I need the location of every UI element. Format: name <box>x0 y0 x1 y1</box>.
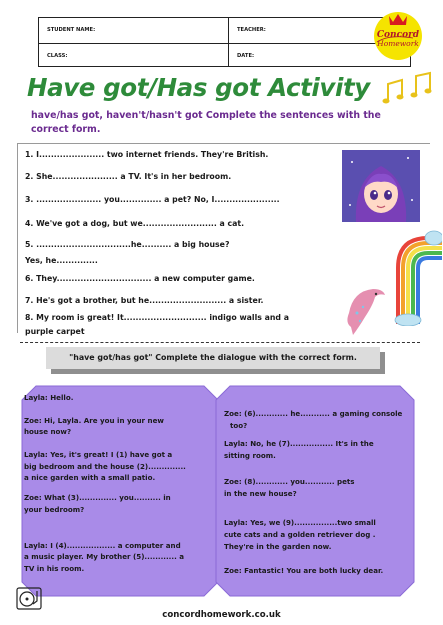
question-5-answer: Yes, he.............. <box>25 256 98 265</box>
question-8: 8. My room is great! It............................ indigo walls and a <box>25 313 289 322</box>
record-player-icon <box>16 585 42 611</box>
dialogue-left-line-8: your bedroom? <box>24 505 85 514</box>
question-1: 1. I...................... two internet friends. They're British. <box>25 150 269 159</box>
dialogue-left-line-2: Zoe: Hi, Layla. Are you in your new <box>24 416 164 425</box>
dialogue-left-line-6: a nice garden with a small patio. <box>24 473 156 482</box>
dialogue-right-line-10: Zoe: Fantastic! You are both lucky dear. <box>224 566 384 575</box>
page-title: Have got/Has got Activity <box>27 73 370 102</box>
student-name-field[interactable]: STUDENT NAME: <box>47 27 96 33</box>
dialogue-left-line-3: house now? <box>24 427 72 436</box>
question-2: 2. She...................... a TV. It's in her bedroom. <box>25 172 232 181</box>
dialogue-left-line-5: big bedroom and the house (2).............. <box>24 462 186 471</box>
teacher-field[interactable]: TEACHER: <box>228 18 410 43</box>
dialogue-area <box>16 382 420 600</box>
dialogue-left-line-10: a music player. My brother (5)............ a <box>24 552 185 561</box>
question-8-continued: purple carpet <box>25 327 85 336</box>
dialogue-right-line-5: Zoe: (8)............ you........... pets <box>224 477 355 486</box>
question-3: 3. ...................... you.............. a pet? No, I...................... <box>25 195 280 204</box>
instruction-text: have/has got, haven't/hasn't got Complete the sentences with the correct form. <box>31 110 381 135</box>
question-5: 5. ................................he.......... a big house? <box>25 240 230 249</box>
question-4: 4. We've got a dog, but we......................... a cat. <box>25 219 245 228</box>
student-info-table <box>38 17 411 67</box>
dialogue-right-line-7: Layla: Yes, we (9)................two small <box>224 518 376 527</box>
class-field[interactable]: CLASS: <box>47 52 68 59</box>
rainbow-illustration <box>388 228 442 326</box>
dialogue-left-line-4: Layla: Yes, it's great! I (1) have got a <box>24 450 173 459</box>
exercise-2-banner: "have got/has got" Complete the dialogue with the correct form. <box>46 347 380 369</box>
logo-text-1: Concord <box>376 30 420 40</box>
dialogue-left-line-11: TV in his room. <box>24 564 85 573</box>
section-divider <box>20 342 420 343</box>
dialogue-right-line-2: too? <box>230 421 248 430</box>
footer-website[interactable]: concordhomework.co.uk <box>162 610 281 620</box>
dialogue-right-line-3: Layla: No, he (7)................ It's in the <box>224 439 374 448</box>
dialogue-right-line-1: Zoe: (6)............ he........... a gaming console <box>224 409 403 418</box>
dialogue-right-line-8: cute cats and a golden retriever dog . <box>224 530 376 539</box>
dialogue-right-line-4: sitting room. <box>224 451 276 460</box>
dialogue-left-line-7: Zoe: What (3).............. you.......... in <box>24 493 171 502</box>
question-6: 6. They................................ a new computer game. <box>25 274 255 283</box>
girl-illustration <box>342 150 420 222</box>
dialogue-right-line-9: They're in the garden now. <box>224 542 332 551</box>
dialogue-right-line-6: in the new house? <box>224 489 297 498</box>
concord-homework-logo <box>369 4 427 62</box>
music-notes-icon <box>382 70 440 110</box>
dialogue-left-line-9: Layla: I (4).................. a computer and <box>24 541 181 550</box>
date-field[interactable]: DATE: <box>228 44 410 68</box>
dolphin-illustration <box>343 283 387 337</box>
logo-text-2: Homework <box>377 39 419 48</box>
dialogue-left-line-1: Layla: Hello. <box>24 393 74 402</box>
question-7: 7. He's got a brother, but he.......................... a sister. <box>25 296 264 305</box>
